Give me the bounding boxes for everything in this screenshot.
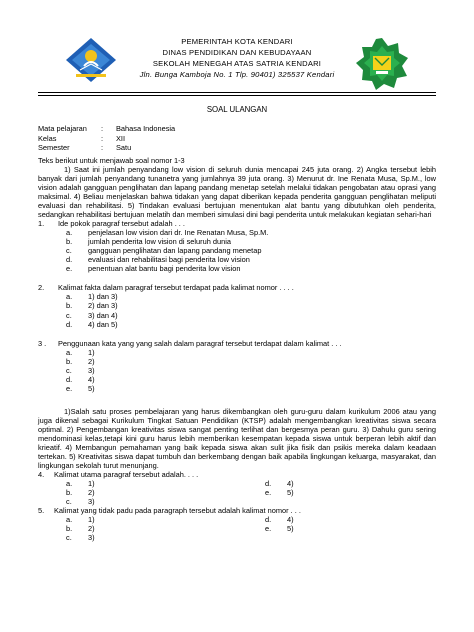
identity-value: XII	[116, 133, 126, 143]
answer-option	[38, 264, 436, 273]
question-stem: Kalimat fakta dalam paragraf tersebut terdapat pada kalimat nomor . . . .	[58, 283, 294, 293]
question-stem: Ide pokok paragraf tersebut adalah . . .	[58, 219, 185, 229]
identity-colon: :	[101, 143, 104, 153]
reading-passage-1: 1) Saat ini jumlah penyandang low vision di seluruh dunia mencapai 245 juta orang. 2) Angka tersebut lebih banyak dari jumlah penyandang tunanetra yang jumlahnya 39 juta orang. 3) Menurut dr. Ine Renata Musa, Sp.M., low vision adalah gangguan penglihatan dan lapang pandang menetap setelah melalui tidakan pengobatan atau oprasi yang maksimal. 4) Beliau menjelaskan bahwa tidakan yang dapat diberikan kepada penderita gangguan penglihatan meliputi evaluasi dan rehabilitasi. 5) Tindakan evaluasi bertujuan menentukan alat bantu yang dibutuhkan oleh penderita, sedangkan rehabilitasi bertujuan melatih dan memberi simulasi dini bagi penderita untuk melakukan kegiatan sehari-hari	[38, 165, 436, 220]
option-letter: d.	[66, 255, 73, 265]
option-letter: a.	[66, 347, 73, 357]
option-letter: d.	[66, 374, 73, 384]
option-text: 1)	[88, 347, 95, 357]
option-text: 3)	[88, 365, 95, 375]
identity-row	[38, 143, 175, 153]
option-letter: a.	[66, 479, 73, 488]
answer-option	[38, 246, 436, 255]
answer-option	[38, 533, 271, 542]
option-letter: d.	[265, 479, 272, 488]
answer-option	[38, 497, 271, 506]
answer-option	[38, 320, 436, 329]
answer-option	[38, 515, 237, 524]
option-letter: b.	[66, 237, 73, 247]
option-text: 5)	[287, 524, 294, 534]
question-2	[38, 283, 436, 328]
option-letter: a.	[66, 228, 73, 238]
option-letter: a.	[66, 292, 73, 302]
letterhead	[120, 36, 354, 80]
answer-option	[38, 255, 436, 264]
reading-passage-2: 1)Salah satu proses pembelajaran yang harus dikembangkan oleh guru-guru dalam kurikulum 2006 atau yang juga dikenal sebagai Kurikulum Tingkat Satuan Pendidikan (KTSP) adalah mengembangkan kreativitas siswa secara optimal. 2) Pengembangan kreativitas siswa sangat penting terlihat dan bergesmya peran guru. 3) Dahulu guru sering mendominasi kelas,tetapi kini guru harus lebih memberikan kesempatan kepada siswa untuk berperan lebih aktif dan krieatif. 4) Membangun pemahaman yang baik kepada siswa akan sulit jika fisik dan psikis mereka dalam keadaan tertekan. 5) Kreativitas siswa dapat tumbuh dan berkembang dengan baik apabila lingkungan keluarga, masyarakat, dan lingkungan sekolah turut menunjang.	[38, 406, 436, 470]
option-letter: b.	[66, 356, 73, 366]
option-text: penentuan alat bantu bagi penderita low vision	[88, 264, 241, 274]
reading-intro: Teks berikut untuk menjawab soal nomor 1-3	[38, 156, 185, 165]
question-number: 4.	[38, 469, 45, 479]
identity-value: Bahasa Indonesia	[116, 124, 176, 133]
identity-block	[38, 124, 175, 153]
option-letter: c.	[66, 310, 72, 320]
answer-option	[38, 479, 237, 488]
answer-option	[38, 292, 436, 301]
identity-row	[38, 124, 175, 134]
identity-label: Semester	[38, 143, 70, 153]
option-letter: e.	[66, 383, 73, 393]
answer-option	[237, 515, 436, 524]
question-number: 1.	[38, 219, 45, 229]
option-text: 3)	[88, 533, 95, 543]
question-4	[38, 470, 436, 506]
option-letter: b.	[66, 524, 73, 534]
option-text: 1)	[88, 515, 95, 525]
option-text: 4)	[287, 515, 294, 525]
option-letter: c.	[66, 497, 72, 507]
option-text: 2)	[88, 524, 95, 534]
question-number: 5.	[38, 506, 45, 516]
option-letter: a.	[66, 515, 73, 525]
option-text: 5)	[287, 488, 294, 498]
option-letter: e.	[265, 488, 272, 498]
answer-option	[38, 384, 436, 393]
option-text: gangguan penglihatan dan lapang pandang menetap	[88, 246, 262, 256]
page-title: SOAL ULANGAN	[206, 105, 268, 114]
option-text: 4)	[88, 374, 95, 384]
madrasah-green-logo	[354, 36, 410, 92]
answer-option	[38, 357, 436, 366]
answer-option	[38, 524, 237, 533]
option-text: 1) dan 3)	[88, 292, 118, 302]
option-text: 4)	[287, 479, 294, 488]
option-text: 4) dan 5)	[88, 319, 118, 329]
option-letter: c.	[66, 533, 72, 543]
header-department: DINAS PENDIDIKAN DAN KEBUDAYAAN	[162, 48, 312, 57]
identity-colon: :	[101, 133, 104, 143]
letterhead-divider-thin	[38, 95, 436, 96]
answer-option	[38, 375, 436, 384]
identity-value: Satu	[116, 143, 132, 153]
answer-option	[38, 228, 436, 237]
identity-colon: :	[101, 124, 104, 133]
option-text: 2)	[88, 356, 95, 366]
option-letter: b.	[66, 488, 73, 498]
letterhead-divider-thick	[38, 92, 436, 93]
question-number: 3 .	[38, 338, 47, 348]
identity-label: Mata pelajaran	[38, 124, 87, 133]
question-stem: Kalimat yang tidak padu pada paragraph tersebut adalah kalimat nomor . . .	[54, 506, 301, 516]
answer-option	[38, 348, 436, 357]
option-text: 2)	[88, 488, 95, 498]
question-stem: Penggunaan kata yang yang salah dalam paragraf tersebut terdapat dalam kalimat . . .	[58, 338, 342, 348]
option-letter: c.	[66, 246, 72, 256]
option-text: 2) dan 3)	[88, 301, 118, 311]
question-number: 2.	[38, 283, 45, 293]
header-school: SEKOLAH MENEGAH ATAS SATRIA KENDARI	[152, 59, 322, 68]
option-letter: d.	[265, 515, 272, 525]
option-letter: e.	[66, 264, 73, 274]
answer-option	[38, 301, 436, 310]
answer-option	[237, 524, 436, 533]
question-3	[38, 339, 436, 393]
identity-row	[38, 134, 175, 144]
option-text: 1)	[88, 479, 95, 488]
answer-option	[38, 366, 436, 375]
question-1	[38, 219, 436, 273]
tut-wuri-handayani-logo	[62, 36, 120, 84]
answer-option	[237, 488, 436, 497]
answer-option	[38, 237, 436, 246]
option-text: 3) dan 4)	[88, 310, 118, 320]
question-5	[38, 506, 436, 542]
answer-option	[237, 479, 436, 488]
option-text: jumlah penderita low vision di seluruh dunia	[88, 237, 231, 247]
header-address: Jln. Bunga Kamboja No. 1 Tlp. 90401) 325537 Kendari	[139, 70, 335, 79]
answer-option	[38, 488, 237, 497]
option-letter: b.	[66, 301, 73, 311]
identity-label: Kelas	[38, 133, 57, 143]
option-text: penjelasan low vision dari dr. Ine Renatan Musa, Sp.M.	[88, 228, 269, 238]
option-text: evaluasi dan rehabilitasi bagi penderita low vision	[88, 255, 250, 265]
option-text: 5)	[88, 383, 95, 393]
option-letter: d.	[66, 319, 73, 329]
header-government: PEMERINTAH KOTA KENDARI	[181, 37, 293, 46]
answer-option	[38, 311, 436, 320]
exam-content	[38, 156, 436, 542]
question-stem: Kalimat utama paragraf tersebut adalah. . . .	[54, 469, 199, 479]
option-text: 3)	[88, 497, 95, 507]
option-letter: c.	[66, 365, 72, 375]
option-letter: e.	[265, 524, 272, 534]
